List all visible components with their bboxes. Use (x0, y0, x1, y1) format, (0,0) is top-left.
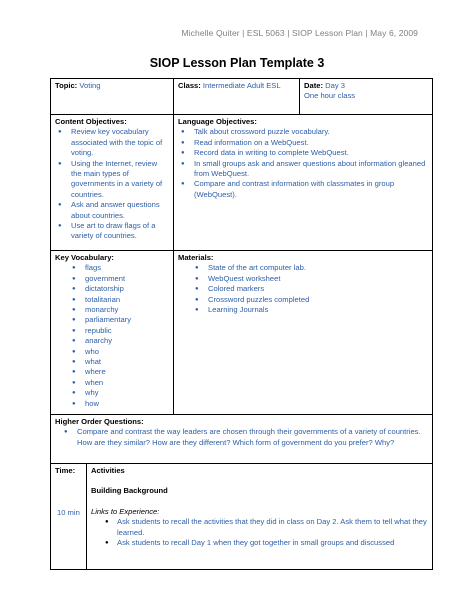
activities-list (91, 517, 428, 548)
building-background-heading: Building Background (91, 486, 168, 496)
class-value: Intermediate Adult ESL (202, 81, 281, 90)
list-item: ● when (85, 378, 169, 388)
higher-order-cell (51, 415, 433, 464)
activities-row (51, 464, 433, 570)
page-title: SIOP Lesson Plan Template 3 (149, 56, 325, 70)
list-item: ● dictatorship (85, 284, 169, 294)
topic-cell (51, 79, 174, 115)
list-item: ● republic (85, 326, 169, 336)
list-item: ● totalitarian (85, 295, 169, 305)
list-item: ● how (85, 399, 169, 409)
list-item: ● Crossword puzzles completed (208, 295, 428, 305)
date-value: Day 3 (325, 81, 345, 90)
list-item: ● Ask and answer questions about countries. (71, 200, 169, 221)
list-item: ● State of the art computer lab. (208, 263, 428, 273)
lesson-plan-table (50, 78, 433, 570)
list-item: ● Read information on a WebQuest. (194, 138, 428, 148)
content-objectives-cell (51, 115, 174, 251)
list-item: ● Learning Journals (208, 305, 428, 315)
activities-cell (87, 464, 433, 570)
list-item: ● Compare and contrast information with classmates in group (WebQuest). (194, 179, 428, 200)
key-vocabulary-label: Key Vocabulary: (55, 253, 114, 262)
list-item: ● WebQuest worksheet (208, 274, 428, 284)
list-item: ● anarchy (85, 336, 169, 346)
higher-order-list (55, 427, 428, 448)
language-objectives-cell (174, 115, 433, 251)
date-cell (300, 79, 433, 115)
materials-list (178, 263, 428, 315)
list-item: ● Ask students to recall the activities that they did in class on Day 2. Ask them to tell what they learned. (117, 517, 428, 538)
list-item: ● Use art to draw flags of a variety of countries. (71, 221, 169, 242)
time-label: Time: (55, 466, 76, 475)
list-item: ● Ask students to recall Day 1 when they got together in small groups and discussed (117, 538, 428, 548)
content-objectives-label: Content Objectives: (55, 117, 127, 126)
list-item: ● who (85, 347, 169, 357)
list-item: ● In small groups ask and answer questions about information gleaned from WebQuest. (194, 159, 428, 180)
list-item: ● government (85, 274, 169, 284)
materials-cell (174, 251, 433, 415)
key-vocabulary-list (55, 263, 169, 409)
materials-label: Materials: (178, 253, 214, 262)
language-objectives-label: Language Objectives: (178, 117, 257, 126)
list-item: ● Record data in writing to complete WebQuest. (194, 148, 428, 158)
higher-order-row (51, 415, 433, 464)
class-label: Class: (178, 81, 201, 90)
list-item: ● Colored markers (208, 284, 428, 294)
language-objectives-list (178, 127, 428, 200)
objectives-row (51, 115, 433, 251)
document-header: Michelle Quiter | ESL 5063 | SIOP Lesson Plan | May 6, 2009 (181, 28, 418, 38)
activities-label: Activities (91, 466, 125, 475)
vocabulary-row (51, 251, 433, 415)
list-item: ● Talk about crossword puzzle vocabulary. (194, 127, 428, 137)
higher-order-label: Higher Order Questions: (55, 417, 144, 426)
date-label: Date: (304, 81, 323, 90)
content-objectives-list (55, 127, 169, 241)
list-item: ● Compare and contrast the way leaders are chosen through their governments of a variety of countries. How are they similar? How are they different? Which form of government do you prefer? Why? (77, 427, 428, 448)
list-item: ● monarchy (85, 305, 169, 315)
list-item: ● what (85, 357, 169, 367)
topic-label: Topic: (55, 81, 78, 90)
time-cell (51, 464, 87, 570)
list-item: ● parliamentary (85, 315, 169, 325)
date-value-2: One hour class (304, 91, 356, 101)
list-item: ● where (85, 367, 169, 377)
links-to-experience-label: Links to Experience: (91, 506, 160, 516)
info-row (51, 79, 433, 115)
key-vocabulary-cell (51, 251, 174, 415)
topic-value: Voting (79, 81, 101, 90)
class-cell (174, 79, 300, 115)
list-item: ● why (85, 388, 169, 398)
time-value: 10 min (57, 508, 80, 517)
list-item: ● Review key vocabulary associated with the topic of voting. (71, 127, 169, 158)
list-item: ● flags (85, 263, 169, 273)
list-item: ● Using the Internet, review the main types of governments in a variety of countries. (71, 159, 169, 201)
